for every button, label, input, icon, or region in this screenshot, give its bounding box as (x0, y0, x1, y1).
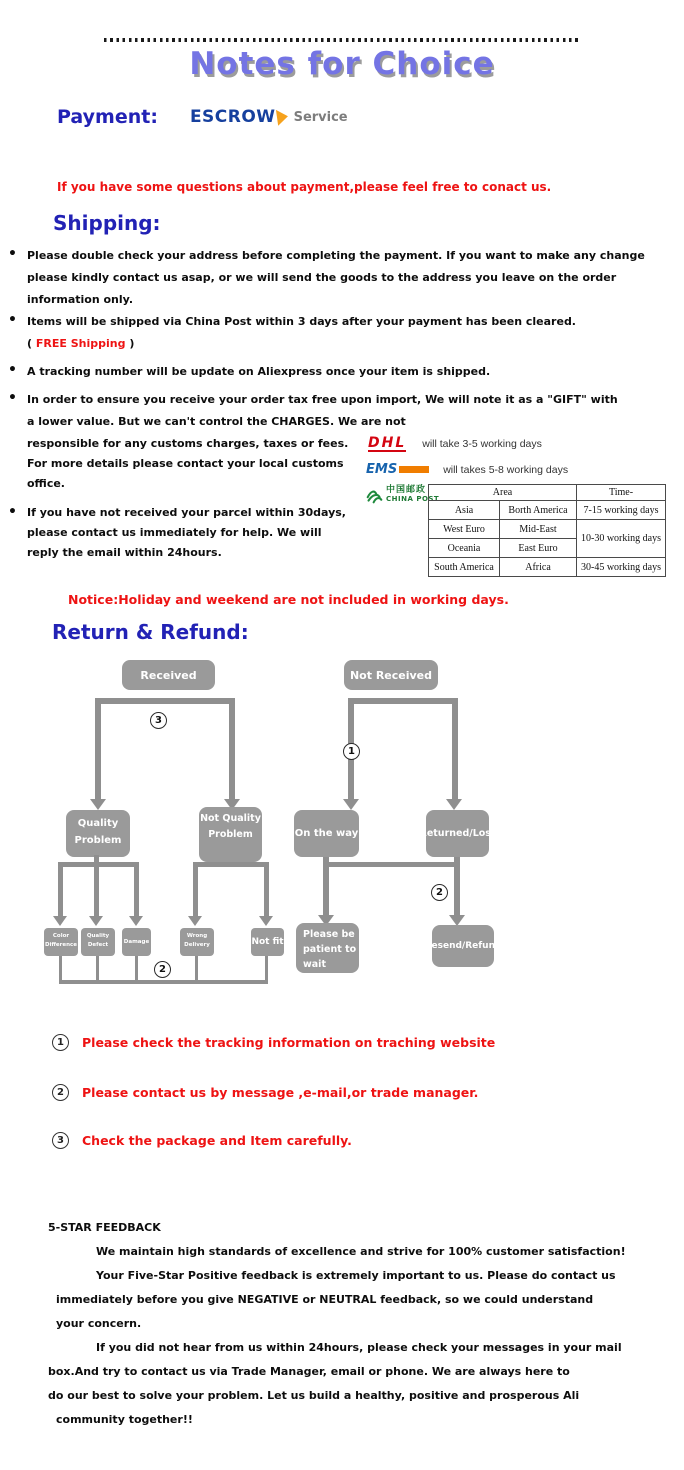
arrow-down-icon (259, 916, 273, 926)
flow-connector (348, 698, 458, 802)
shipping-bullet-1 (27, 245, 645, 311)
delivery-time-table (428, 484, 666, 577)
bullet-line: • A tracking number will be update on Aliexpress once your item is shipped. (27, 365, 491, 378)
flow-line (193, 862, 269, 867)
arrow-down-icon (343, 799, 359, 810)
flow-line (135, 956, 138, 980)
flow-marker-2: 2 (431, 884, 448, 901)
payment-note: If you have some questions about payment,please feel free to conact us. (57, 180, 552, 194)
flow-marker-3: 3 (150, 712, 167, 729)
time-cell: 10-30 working days (577, 520, 666, 558)
note-text: Check the package and Item carefully. (82, 1133, 352, 1148)
return-refund-flowchart (0, 650, 684, 1040)
flow-node-damage: Damage (122, 928, 151, 956)
bullet-line: responsible for any customs charges, taxes or fees. (27, 437, 349, 450)
flow-node-on-the-way: On the way (294, 810, 359, 857)
flow-note-2 (52, 1084, 478, 1101)
flow-node-please-wait: Please be patient to wait (296, 923, 359, 973)
flow-note-1 (52, 1034, 495, 1051)
flow-node-color-difference: Color Difference (44, 928, 78, 956)
flow-marker-1: 1 (343, 743, 360, 760)
flow-marker-2: 2 (154, 961, 171, 978)
escrow-swoosh-icon (276, 108, 289, 125)
table-header-time: Time- (577, 485, 666, 501)
circled-number-icon: 3 (52, 1132, 69, 1149)
bullet-line: • If you have not received your parcel within 30days, (27, 506, 346, 519)
shipping-heading: Shipping: (53, 211, 161, 235)
shipping-bullet-4 (27, 389, 618, 433)
flow-line (59, 956, 62, 980)
arrow-down-icon (129, 916, 143, 926)
ems-logo-text: EMS (366, 462, 398, 477)
circled-number-icon: 1 (52, 1034, 69, 1051)
carrier-info-block (366, 434, 666, 584)
china-post-en: CHINA POST (386, 495, 440, 503)
bullet-line: reply the email within 24hours. (27, 546, 222, 559)
china-post-cn: 中国邮政 (386, 485, 427, 495)
flow-line (59, 980, 268, 984)
flow-line (94, 855, 99, 862)
dhl-note: will take 3-5 working days (422, 438, 542, 450)
bullet-line (27, 333, 576, 355)
paren-open: ( (27, 337, 33, 350)
area-cell: Oceania (429, 539, 500, 558)
ems-orange-bar (399, 466, 429, 473)
ems-logo (366, 462, 429, 477)
free-shipping-highlight: FREE Shipping (35, 337, 126, 350)
area-cell: East Euro (500, 539, 577, 558)
payment-heading: Payment: (57, 106, 158, 128)
flow-line (58, 867, 63, 917)
arrow-down-icon (188, 916, 202, 926)
paren-close: ) (129, 337, 135, 350)
flow-line (94, 867, 99, 917)
flow-node-returned-lost: Returned/Lost (426, 810, 489, 857)
bullet-line: please kindly contact us asap, or we will send the goods to the address you leave on the order (27, 271, 617, 284)
shipping-bullet-5 (27, 503, 367, 563)
note-text: Please contact us by message ,e-mail,or trade manager. (82, 1085, 479, 1100)
area-cell: West Euro (429, 520, 500, 539)
feedback-section (48, 1216, 673, 1432)
table-row (429, 558, 666, 577)
bullet-line: • Items will be shipped via China Post within 3 days after your payment has been cleared. (27, 315, 576, 328)
feedback-line: If you did not hear from us within 24hours, please check your messages in your mail (96, 1341, 622, 1354)
feedback-line: box.And try to contact us via Trade Manager, email or phone. We are always here to (48, 1365, 570, 1378)
working-days-notice: Notice:Holiday and weekend are not included in working days. (68, 592, 509, 607)
bullet-line: For more details please contact your local customs (27, 457, 344, 470)
time-cell: 30-45 working days (577, 558, 666, 577)
area-cell: Africa (500, 558, 577, 577)
bullet-line: office. (27, 477, 65, 490)
flow-node-wrong-delivery: Wrong Delivery (180, 928, 214, 956)
bullet-line: information only. (27, 293, 133, 306)
dhl-logo: DHL (368, 435, 407, 451)
escrow-logo-text: ESCROW (189, 107, 276, 127)
flow-line (454, 857, 460, 862)
table-row (429, 501, 666, 520)
flow-line (134, 867, 139, 917)
feedback-line: community together!! (56, 1413, 193, 1426)
shipping-bullet-3 (27, 361, 490, 383)
flow-line (323, 862, 460, 867)
page-title: Notes for Choice (189, 46, 495, 82)
arrow-down-icon (53, 916, 67, 926)
bullet-line: • Please double check your address before completing the payment. If you want to make any change (27, 249, 645, 262)
flow-line (264, 867, 269, 917)
feedback-line: We maintain high standards of excellence and strive for 100% customer satisfaction! (96, 1245, 626, 1258)
arrow-down-icon (89, 916, 103, 926)
bullet-line: • In order to ensure you receive your order tax free upon import, We will note it as a "GIFT" with (27, 393, 618, 406)
flow-line (96, 956, 99, 980)
area-cell: Asia (429, 501, 500, 520)
flow-node-quality-problem: Quality Problem (66, 810, 130, 857)
escrow-service-label: Service (293, 109, 348, 125)
china-post-emblem-icon (366, 487, 383, 504)
flow-node-not-fit: Not fit (251, 928, 284, 956)
flow-node-not-quality-problem: Not Quality Problem (199, 807, 262, 862)
circled-number-icon: 2 (52, 1084, 69, 1101)
flow-connector (95, 698, 235, 802)
bullet-line: a lower value. But we can't control the CHARGES. We are not (27, 415, 406, 428)
flow-node-not-received: Not Received (344, 660, 438, 690)
bullet-line: please contact us immediately for help. We will (27, 526, 322, 539)
flow-line (193, 867, 198, 917)
flow-note-3 (52, 1132, 352, 1149)
area-cell: Mid-East (500, 520, 577, 539)
flow-line (265, 956, 268, 980)
return-refund-heading: Return & Refund: (52, 620, 249, 644)
ems-note: will takes 5-8 working days (443, 463, 569, 476)
flow-node-resend-refund: Resend/Refund (432, 925, 494, 967)
note-text: Please check the tracking information on traching website (82, 1035, 496, 1050)
flow-line (195, 956, 198, 980)
dhl-row (368, 436, 542, 452)
flow-node-received: Received (122, 660, 215, 690)
feedback-title: 5-STAR FEEDBACK (48, 1221, 161, 1234)
feedback-line: immediately before you give NEGATIVE or NEUTRAL feedback, so we could understand (56, 1293, 594, 1306)
area-cell: South America (429, 558, 500, 577)
feedback-line: do our best to solve your problem. Let us build a healthy, positive and prosperous Ali (48, 1389, 580, 1402)
shipping-bullet-2 (27, 311, 576, 355)
ems-row (366, 462, 568, 477)
feedback-line: your concern. (56, 1317, 142, 1330)
table-header-area: Area (429, 485, 577, 501)
dotted-divider (104, 38, 580, 42)
flow-line (454, 867, 460, 916)
time-cell: 7-15 working days (577, 501, 666, 520)
area-cell: Borth America (500, 501, 577, 520)
arrow-down-icon (446, 799, 462, 810)
shipping-bullet-4-cont (27, 434, 367, 494)
table-row (429, 520, 666, 539)
arrow-down-icon (90, 799, 106, 810)
flow-node-quality-defect: Quality Defect (81, 928, 115, 956)
escrow-logo (190, 107, 288, 127)
payment-section (57, 106, 348, 128)
feedback-line: Your Five-Star Positive feedback is extremely important to us. Please do contact us (96, 1269, 616, 1282)
